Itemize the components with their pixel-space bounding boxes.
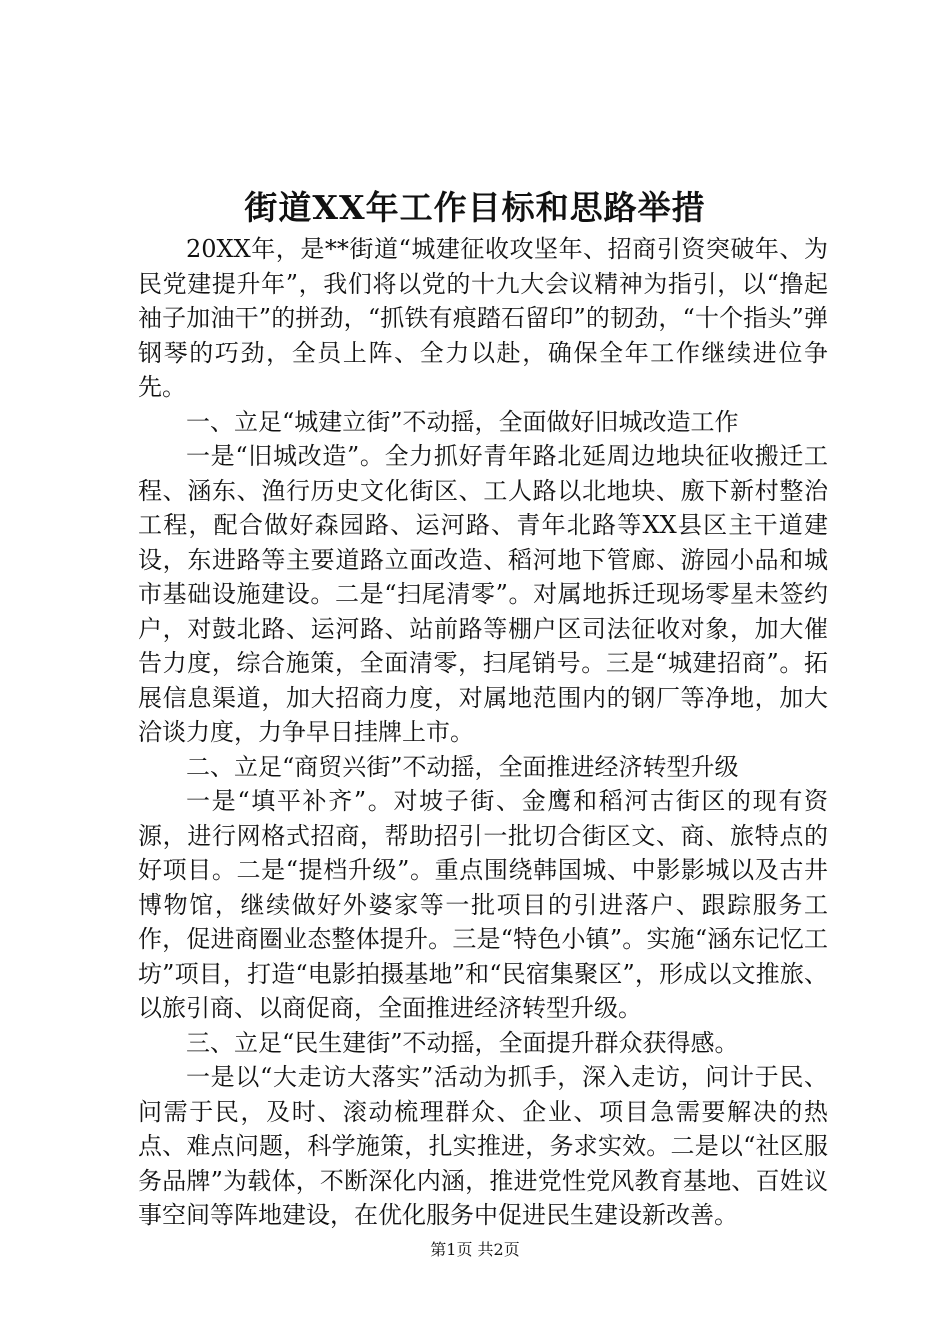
intro-paragraph: 20XX年，是**街道“城建征收攻坚年、招商引资突破年、为民党建提升年”，我们将以党的十九大会议精神为指引，以“撸起袖子加油干”的拼劲，“抓铁有痕踏石留印”的韧劲，“十个指头”弹钢琴的巧劲，全员上阵、全力以赴，确保全年工作继续进位争先。 xyxy=(138,235,828,401)
page-number-footer: 第1页 共2页 xyxy=(430,1240,520,1259)
document-body xyxy=(138,232,828,1233)
document-title: 街道XX年工作目标和思路举措 xyxy=(244,188,706,227)
section-heading-3: 三、立足“民生建街”不动摇，全面提升群众获得感。 xyxy=(186,1028,739,1057)
section-paragraph-3: 一是以“大走访大落实”活动为抓手，深入走访，问计于民、问需于民，及时、滚动梳理群众、企业、项目急需要解决的热点、难点问题，科学施策，扎实推进，务求实效。二是以“社区服务品牌”为载体，不断深化内涵，推进党性党风教育基地、百姓议事空间等阵地建设，在优化服务中促进民生建设新改善。 xyxy=(138,1063,828,1229)
section-paragraph-1: 一是“旧城改造”。全力抓好青年路北延周边地块征收搬迁工程、涵东、渔行历史文化街区、工人路以北地块、廒下新村整治工程，配合做好森园路、运河路、青年北路等XX县区主干道建设，东进路等主要道路立面改造、稻河地下管廊、游园小品和城市基础设施建设。二是“扫尾清零”。对属地拆迁现场零星未签约户，对鼓北路、运河路、站前路等棚户区司法征收对象，加大催告力度，综合施策，全面清零，扫尾销号。三是“城建招商”。拓展信息渠道，加大招商力度，对属地范围内的钢厂等净地，加大洽谈力度，力争早日挂牌上市。 xyxy=(138,442,828,746)
section-heading-1: 一、立足“城建立街”不动摇，全面做好旧城改造工作 xyxy=(186,407,739,436)
section-heading-2: 二、立足“商贸兴街”不动摇，全面推进经济转型升级 xyxy=(186,752,739,781)
section-paragraph-2: 一是“填平补齐”。对坡子街、金鹰和稻河古街区的现有资源，进行网格式招商，帮助招引一批切合街区文、商、旅特点的好项目。二是“提档升级”。重点围绕韩国城、中影影城以及古井博物馆，继续做好外婆家等一批项目的引进落户、跟踪服务工作，促进商圈业态整体提升。三是“特色小镇”。实施“涵东记忆工坊”项目，打造“电影拍摄基地”和“民宿集聚区”，形成以文推旅、以旅引商、以商促商，全面推进经济转型升级。 xyxy=(138,787,828,1022)
